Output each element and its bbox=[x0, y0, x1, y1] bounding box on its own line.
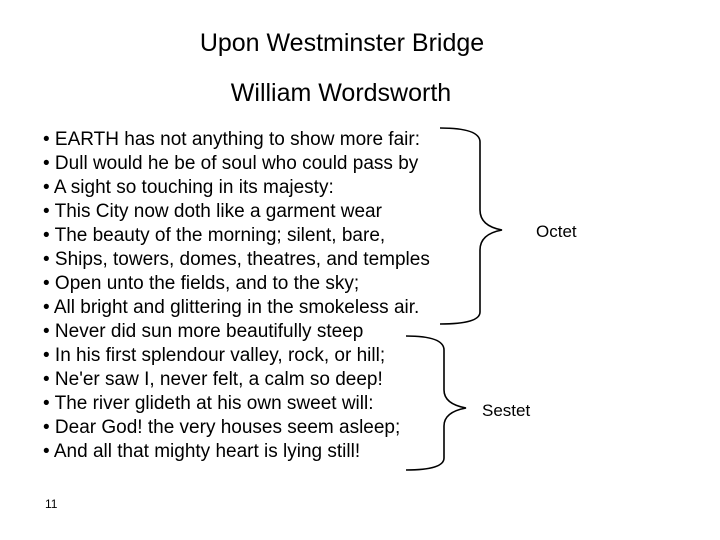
poem-line: • Never did sun more beautifully steep bbox=[43, 321, 364, 342]
poem-line: • Dear God! the very houses seem asleep; bbox=[43, 417, 401, 438]
poem-line: • A sight so touching in its majesty: bbox=[43, 177, 334, 198]
poem-line: • The beauty of the morning; silent, bare, bbox=[43, 225, 386, 246]
octet-brace bbox=[440, 128, 502, 324]
poem-line: • In his first splendour valley, rock, or hill; bbox=[43, 345, 386, 366]
octet-label: Octet bbox=[536, 222, 577, 241]
poem-line: • The river glideth at his own sweet will: bbox=[43, 393, 374, 414]
poem-title: Upon Westminster Bridge bbox=[199, 29, 485, 57]
poem-author: William Wordsworth bbox=[230, 79, 452, 107]
poem-line: • Ships, towers, domes, theatres, and temples bbox=[43, 249, 430, 270]
poem-line: • All bright and glittering in the smokeless air. bbox=[43, 297, 420, 318]
poem-line: • And all that mighty heart is lying still! bbox=[43, 441, 361, 462]
page-number: 11 bbox=[45, 497, 58, 511]
poem-line: • This City now doth like a garment wear bbox=[43, 201, 382, 222]
poem-line: • EARTH has not anything to show more fair: bbox=[43, 129, 420, 150]
poem-line: • Dull would he be of soul who could pass by bbox=[43, 153, 419, 174]
poem-line: • Open unto the fields, and to the sky; bbox=[43, 273, 360, 294]
poem-line: • Ne'er saw I, never felt, a calm so deep! bbox=[43, 369, 383, 390]
sestet-label: Sestet bbox=[482, 401, 531, 420]
poem-lines bbox=[43, 128, 430, 464]
